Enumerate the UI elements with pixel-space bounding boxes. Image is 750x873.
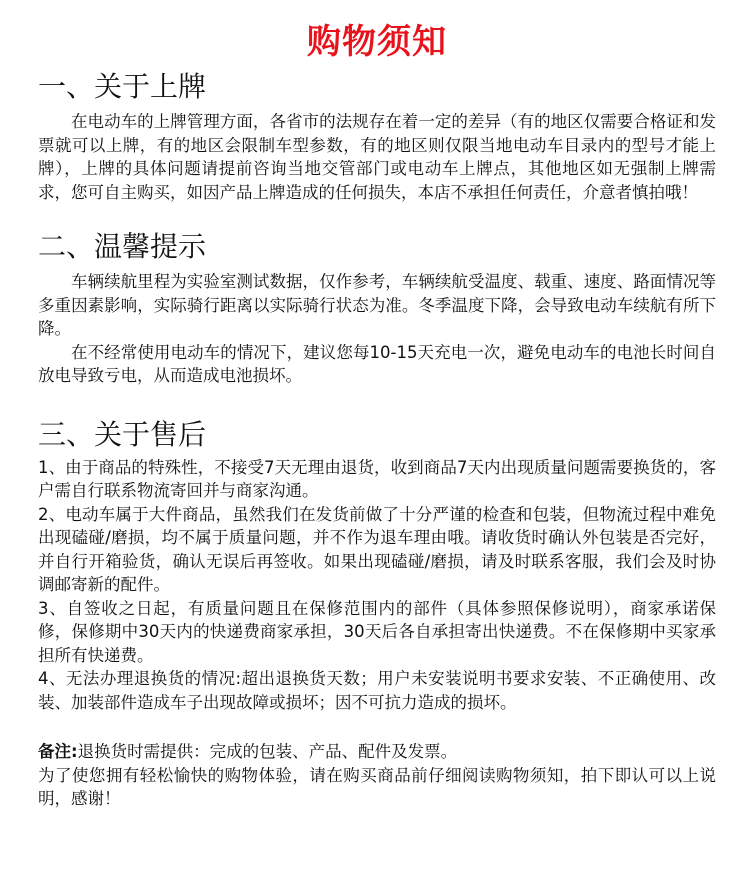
section-heading-registration: 一、关于上牌 bbox=[38, 70, 207, 103]
after-sales-item-2: 2、电动车属于大件商品，虽然我们在发货前做了十分严谨的检查和包装，但物流过程中难免出现磕碰/磨损，均不属于质量问题，并不作为退车理由哦。请收货时确认外包装是否完好，并自行开箱验货，确认无误后再签收。如果出现磕碰/磨损，请及时联系客服，我们会及时协调邮寄新的配件。 bbox=[38, 504, 716, 594]
section-heading-after-sales: 三、关于售后 bbox=[38, 417, 207, 451]
section-paragraph-registration: 在电动车的上牌管理方面，各省市的法规存在着一定的差异（有的地区仅需要合格证和发票就可以上牌，有的地区会限制车型参数，有的地区则仅限当地电动车目录内的型号才能上牌），上牌的具体问题请提前咨询当地交管部门或电动车上牌点，其他地区如无强制上牌需求，您可自主购买，如因产品上牌造成的任何损失，本店不承担任何责任，介意者慎拍哦！ bbox=[38, 112, 716, 202]
shopping-notice-page bbox=[0, 22, 750, 873]
closing-paragraph: 为了使您拥有轻松愉快的购物体验，请在购买商品前仔细阅读购物须知，拍下即认可以上说明，感谢！ bbox=[38, 765, 716, 808]
section-paragraph-range: 车辆续航里程为实验室测试数据，仅作参考，车辆续航受温度、载重、速度、路面情况等多重因素影响，实际骑行距离以实际骑行状态为准。冬季温度下降，会导致电动车续航有所下降。 bbox=[38, 272, 716, 338]
note-line bbox=[38, 740, 716, 764]
section-heading-tips: 二、温馨提示 bbox=[38, 230, 207, 263]
note-label: 备注: bbox=[38, 742, 78, 761]
after-sales-item-4: 4、无法办理退换货的情况:超出退换货天数；用户未安装说明书要求安装、不正确使用、改装、加装部件造成车子出现故障或损坏；因不可抗力造成的损坏。 bbox=[38, 669, 716, 712]
after-sales-item-3: 3、自签收之日起，有质量问题且在保修范围内的部件（具体参照保修说明），商家承诺保修，保修期中30天内的快递费商家承担，30天后各自承担寄出快递费。不在保修期中买家承担所有快递费。 bbox=[38, 598, 716, 665]
after-sales-item-1: 1、由于商品的特殊性，不接受7天无理由退货，收到商品7天内出现质量问题需要换货的，客户需自行联系物流寄回并与商家沟通。 bbox=[38, 457, 716, 500]
after-sales-list bbox=[38, 456, 716, 715]
page-title: 购物须知 bbox=[307, 22, 447, 62]
note-text: 退换货时需提供：完成的包装、产品、配件及发票。 bbox=[77, 742, 458, 761]
section-paragraph-charging: 在不经常使用电动车的情况下，建议您每10-15天充电一次，避免电动车的电池长时间自放电导致亏电，从而造成电池损坏。 bbox=[38, 342, 716, 385]
